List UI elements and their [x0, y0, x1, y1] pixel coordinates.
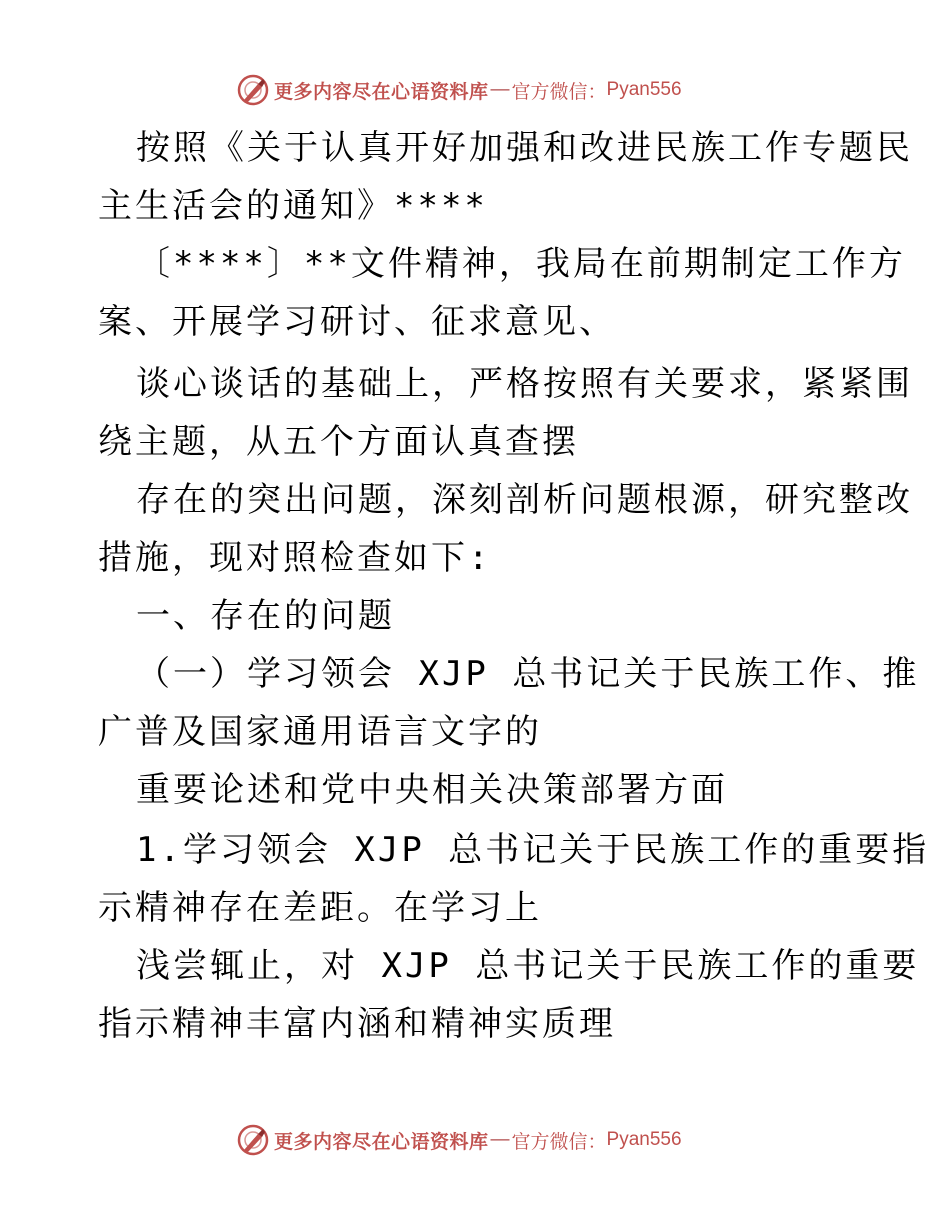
text-line: 存在的突出问题，深刻剖析问题根源，研究整改: [136, 480, 913, 520]
text-line: 措施，现对照检查如下:: [98, 538, 492, 578]
numbered-item: 1.学习领会 XJP 总书记关于民族工作的重要指: [136, 830, 930, 870]
banner-wechat-label: 官方微信：: [511, 1130, 607, 1153]
banner-promo-text: 更多内容尽在心语资料库: [274, 80, 489, 103]
text-line: 指示精神丰富内涵和精神实质理: [98, 1004, 616, 1044]
pen-nib-circle-icon: [236, 1123, 270, 1157]
text-line: 浅尝辄止，对 XJP 总书记关于民族工作的重要: [136, 946, 920, 986]
pen-nib-circle-icon: [236, 73, 270, 107]
text-line: 按照《关于认真开好加强和改进民族工作专题民: [136, 128, 913, 168]
text-line: 谈心谈话的基础上，严格按照有关要求，紧紧围: [136, 364, 913, 404]
text-line: 〔****〕**文件精神，我局在前期制定工作方: [136, 244, 906, 284]
text-line: 广普及国家通用语言文字的: [98, 712, 542, 752]
banner-promo-text: 更多内容尽在心语资料库: [274, 1130, 489, 1153]
header-banner: [236, 72, 682, 108]
section-heading: 一、存在的问题: [136, 596, 395, 636]
footer-banner: [236, 1122, 682, 1158]
text-line: 示精神存在差距。在学习上: [98, 888, 542, 928]
text-line: 重要论述和党中央相关决策部署方面: [136, 770, 728, 810]
subsection-heading: （一）学习领会 XJP 总书记关于民族工作、推: [136, 654, 920, 694]
text-line: 绕主题，从五个方面认真查摆: [98, 422, 579, 462]
banner-wechat-account: Pyan556: [606, 79, 682, 100]
banner-dash: —: [490, 1129, 510, 1150]
text-line: 案、开展学习研讨、征求意见、: [98, 302, 616, 342]
banner-dash: —: [490, 79, 510, 100]
banner-wechat-label: 官方微信：: [511, 80, 607, 103]
banner-wechat-account: Pyan556: [606, 1129, 682, 1150]
text-line: 主生活会的通知》****: [98, 186, 488, 226]
